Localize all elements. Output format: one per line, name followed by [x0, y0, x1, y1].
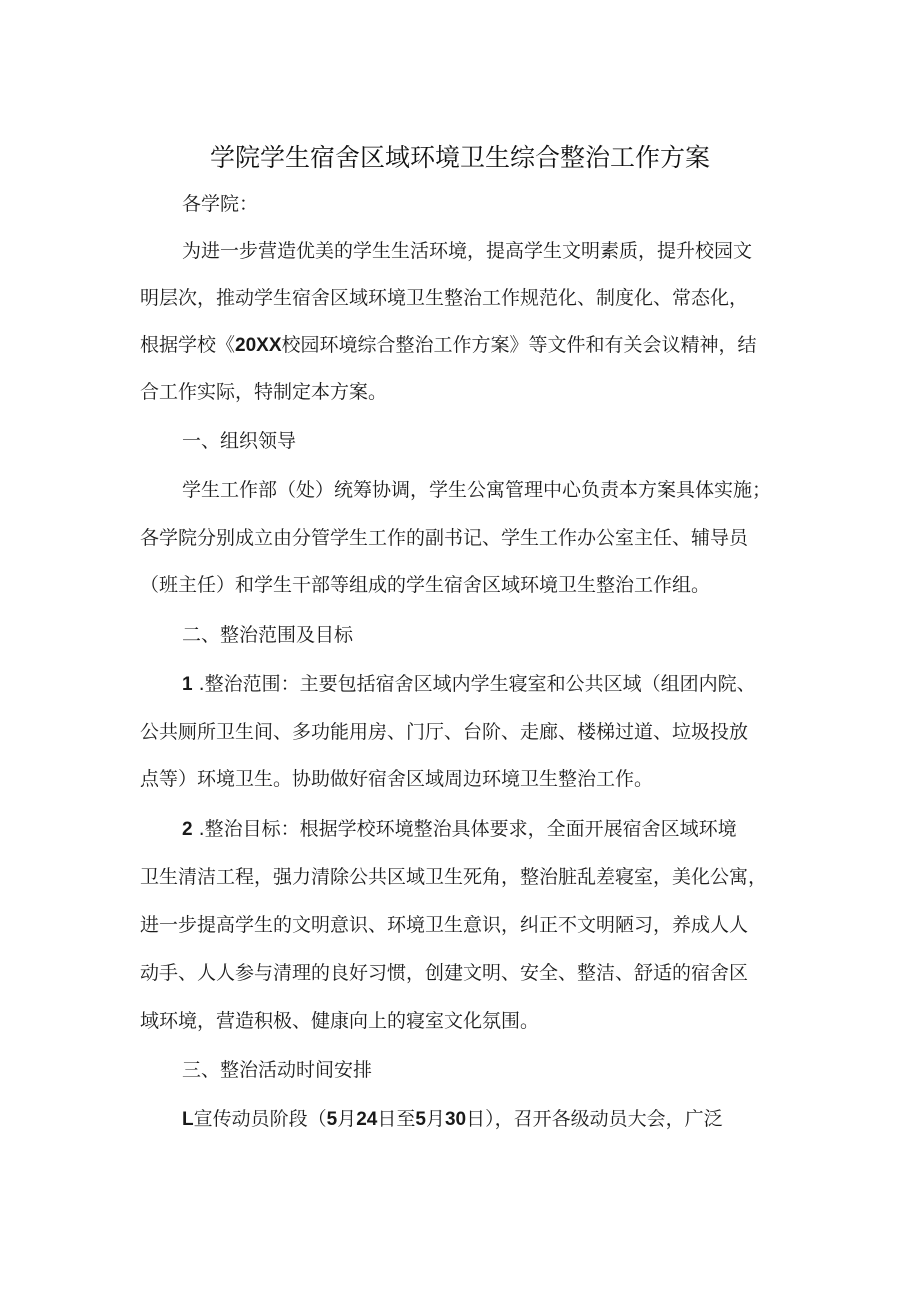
section1-heading: 一、组织领导 [182, 430, 297, 452]
section2-item2-number: 2 [182, 819, 193, 840]
section3-item1-text-a: 宣传动员阶段（ [193, 1108, 327, 1130]
section3-item1-number: L [182, 1109, 194, 1130]
section1-line-1: 学生工作部（处）统筹协调，学生公寓管理中心负责本方案具体实施； [182, 479, 772, 501]
intro-line-3-before: 根据学校《 [140, 334, 236, 356]
intro-year: 20XX [235, 335, 282, 356]
section1-line-3: （班主任）和学生干部等组成的学生宿舍区域环境卫生整治工作组。 [140, 574, 711, 596]
intro-line-4: 合工作实际，特制定本方案。 [140, 381, 388, 403]
section2-item2-line-4: 动手、人人参与清理的良好习惯，创建文明、安全、整洁、舒适的宿舍区 [140, 962, 749, 984]
section3-item1-text-e: 日），召开各级动员大会，广泛 [466, 1108, 723, 1130]
document-title: 学院学生宿舍区域环境卫生综合整治工作方案 [209, 143, 710, 172]
intro-line-3-after: 校园环境综合整治工作方案》等文件和有关会议精神，结 [281, 334, 757, 356]
section2-item1-line-3: 点等）环境卫生。协助做好宿舍区域周边环境卫生整治工作。 [140, 768, 654, 790]
section2-heading: 二、整治范围及目标 [182, 624, 354, 646]
section3-month-2: 5 [415, 1109, 426, 1130]
section2-item2-line-1 [182, 814, 737, 844]
section2-item2-line-5: 域环境，营造积极、健康向上的寝室文化氛围。 [140, 1010, 540, 1032]
section3-item1-line-1 [182, 1104, 723, 1134]
intro-line-1: 为进一步营造优美的学生生活环境，提高学生文明素质，提升校园文 [182, 240, 753, 262]
section2-item2-line-3: 进一步提高学生的文明意识、环境卫生意识，纠正不文明陋习，养成人人 [140, 914, 749, 936]
section3-item1-text-d: 月 [425, 1108, 445, 1130]
section3-month-1: 5 [326, 1109, 338, 1130]
section1-line-2: 各学院分别成立由分管学生工作的副书记、学生工作办公室主任、辅导员 [140, 527, 749, 549]
section2-item1-number: 1 [182, 674, 193, 695]
section3-item1-text-c: 日至 [377, 1108, 416, 1130]
section3-day-2: 30 [444, 1109, 467, 1130]
section2-item2-line-2: 卫生清洁工程，强力清除公共区域卫生死角，整治脏乱差寝室，美化公寓， [140, 866, 768, 888]
section2-item1-line-1 [182, 669, 756, 699]
section3-day-1: 24 [356, 1109, 378, 1130]
section2-item1-line-2: 公共厕所卫生间、多功能用房、门厅、台阶、走廊、楼梯过道、垃圾投放 [140, 721, 749, 743]
section3-heading: 三、整治活动时间安排 [182, 1059, 373, 1081]
intro-line-2: 明层次，推动学生宿舍区域环境卫生整治工作规范化、制度化、常态化， [140, 287, 749, 309]
section3-item1-text-b: 月 [337, 1108, 357, 1130]
section2-item2-text: .整治目标：根据学校环境整治具体要求，全面开展宿舍区域环境 [192, 818, 737, 840]
intro-line-3 [140, 330, 757, 360]
salutation: 各学院： [182, 193, 259, 215]
section2-item1-text: .整治范围：主要包括宿舍区域内学生寝室和公共区域（组团内院、 [192, 673, 756, 695]
